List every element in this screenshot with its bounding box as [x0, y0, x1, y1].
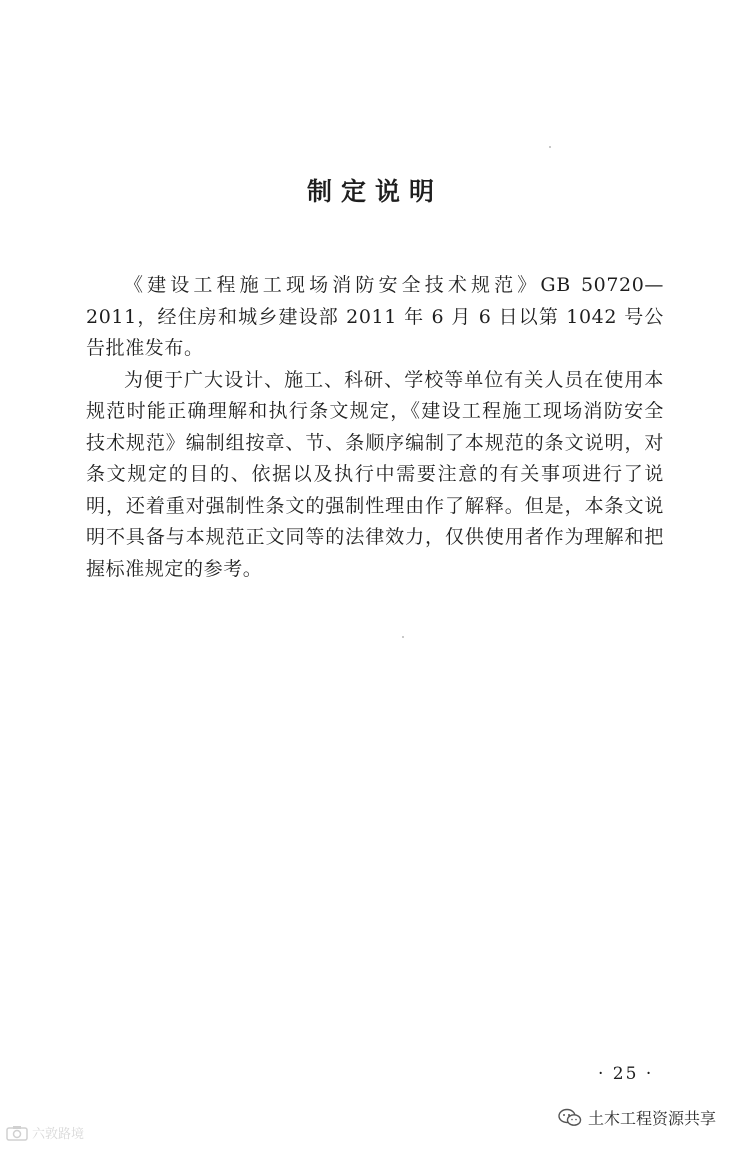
paragraph-1: 《建设工程施工现场消防安全技术规范》GB 50720—2011，经住房和城乡建设部 2011 年 6 月 6 日以第 1042 号公告批准发布。 — [86, 274, 664, 359]
page-number: · 25 · — [598, 1064, 654, 1084]
scan-speck — [402, 636, 404, 638]
body-text — [86, 270, 664, 585]
page-title: 制定说明 — [306, 177, 443, 206]
scan-speck — [549, 146, 551, 148]
wechat-icon — [558, 1108, 582, 1128]
watermark-right — [558, 1106, 716, 1129]
watermark-right-text: 土木工程资源共享 — [588, 1109, 717, 1128]
watermark-left-text: 六敦路境 — [32, 1127, 85, 1142]
camera-icon — [6, 1125, 28, 1141]
watermark-left — [6, 1123, 84, 1142]
paragraph-2: 为便于广大设计、施工、科研、学校等单位有关人员在使用本规范时能正确理解和执行条文规定，《建设工程施工现场消防安全技术规范》编制组按章、节、条顺序编制了本规范的条文说明，对条文规定的目的、依据以及执行中需要注意的有关事项进行了说明，还着重对强制性条文的强制性理由作了解释。但是，本条文说明不具备与本规范正文同等的法律效力，仅供使用者作为理解和把握标准规定的参考。 — [86, 368, 664, 580]
